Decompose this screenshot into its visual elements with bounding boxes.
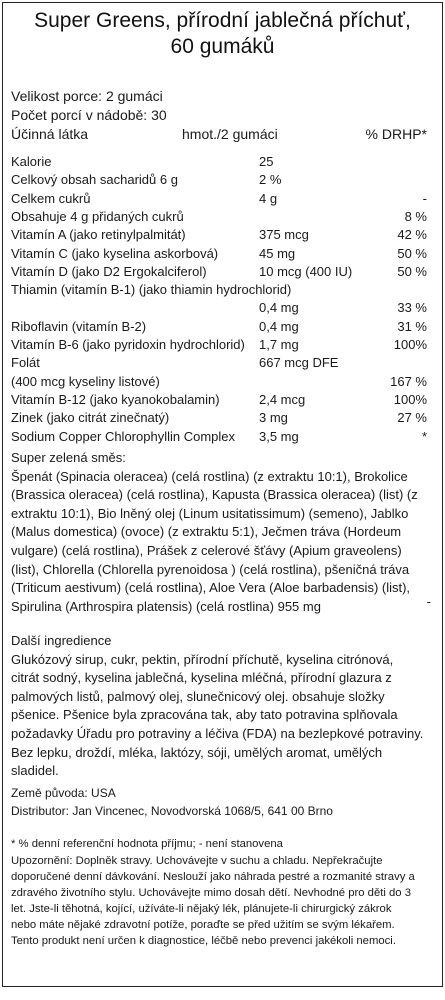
row-drhp: 33 % <box>397 300 427 316</box>
greens-line: (Malus domestica) (ovoce) (z extraktu 5:1), Ječmen tráva (Hordeum <box>11 524 402 540</box>
other-line: Glukózový sirup, cukr, pektin, přírodní příchutě, kyselina citrónová, <box>11 651 394 667</box>
greens-blend <box>11 449 436 616</box>
row-ingredient: Celkový obsah sacharidů 6 g <box>11 172 178 188</box>
product-title <box>0 8 445 60</box>
greens-heading: Super zelená směs: <box>11 450 126 465</box>
greens-dash: - <box>426 594 431 609</box>
other-text <box>11 651 436 781</box>
row-drhp: 50 % <box>397 263 427 279</box>
warning-line: zdravého životního stylu. Uchovávejte mimo dosah dětí. Nevhodné pro děti do 3 <box>11 887 412 900</box>
row-ingredient: Sodium Copper Chlorophyllin Complex <box>11 428 235 444</box>
row-amount: 3,5 mg <box>259 428 299 444</box>
row-amount: 667 mcg DFE <box>259 355 339 371</box>
row-ingredient: Vitamín B-12 (jako kyanokobalamin) <box>11 391 220 407</box>
greens-line: (Triticum aestivum) (celá rostlina), Aloe Vera (Aloe barbadensis) (list), <box>11 580 411 596</box>
table-row <box>11 391 431 409</box>
greens-line: vulgare) (celá rostlina), Prášek z celerové šťávy (Apium graveolens) <box>11 542 402 558</box>
other-line: požadavky Úřadu pro potraviny a léčiva (FDA) na bezlepkové potraviny. <box>11 725 424 741</box>
table-header <box>11 125 431 143</box>
row-amount: 45 mg <box>259 245 296 261</box>
other-line: Bez lepku, droždí, mléka, laktózy, sóji, umělých aromat, umělých <box>11 744 383 760</box>
row-amount: 10 mcg (400 IU) <box>259 263 353 279</box>
row-ingredient: Obsahuje 4 g přidaných cukrů <box>11 208 184 224</box>
row-drhp: 100% <box>393 337 427 352</box>
row-drhp: 8 % <box>404 208 427 224</box>
row-ingredient: Vitamín A (jako retinylpalmitát) <box>11 227 186 243</box>
table-row <box>11 153 431 171</box>
row-amount: 2,4 mcg <box>259 391 306 407</box>
warning-line: doporučené denní dávkování. Neslouží jako náhrada pestré a rozmanité stravy a <box>11 871 415 884</box>
row-drhp: * <box>421 428 427 444</box>
row-amount: 0,4 mg <box>259 318 299 334</box>
row-drhp: - <box>422 190 427 206</box>
greens-line: Špenát (Spinacia oleracea) (celá rostlina) (z extraktu 10:1), Brokolice <box>11 468 408 484</box>
warning-line: nebo máte nějaké zdravotní potíže, poraďte se před užitím se svým lékařem. <box>11 919 395 932</box>
row-drhp: 42 % <box>397 227 427 243</box>
other-line: sladidel. <box>11 763 59 779</box>
table-row <box>11 263 431 281</box>
table-row <box>11 336 431 354</box>
row-drhp: 100% <box>393 391 427 407</box>
other-line: citrát sodný, kyselina jablečná, kyselina mléčná, přírodní glazura z <box>11 670 392 686</box>
country-of-origin: Země původa: USA <box>11 786 116 800</box>
greens-line: (Brassica oleracea) (celá rostlina), Kapusta (Brassica oleracea) (list) (z <box>11 487 418 503</box>
row-ingredient: Vitamín C (jako kyselina askorbová) <box>11 245 219 261</box>
row-drhp: 167 % <box>390 373 427 389</box>
table-row <box>11 354 431 372</box>
row-ingredient: Vitamín D (jako D2 Ergokalciferol) <box>11 263 207 279</box>
row-drhp: 31 % <box>397 318 427 334</box>
footnote: * % denní referenční hodnota příjmu; - není stanovena <box>11 838 283 850</box>
table-row <box>11 245 431 263</box>
table-row <box>11 281 431 299</box>
row-amount: 2 % <box>259 172 282 188</box>
other-ingredients <box>11 632 436 781</box>
row-amount: 3 mg <box>259 410 288 426</box>
header-amount: hmot./2 gumáci <box>182 126 278 142</box>
row-ingredient: Zinek (jako citrát zinečnatý) <box>11 410 170 426</box>
table-row <box>11 171 431 189</box>
row-amount: 4 g <box>259 190 278 206</box>
distributor: Distributor: Jan Vincenec, Novodvorská 1068/5, 641 00 Brno <box>11 804 333 818</box>
row-drhp: 50 % <box>397 245 427 261</box>
serving-size: Velikost porce: 2 gumáci <box>11 88 163 104</box>
row-ingredient: Folát <box>11 355 40 371</box>
table-row <box>11 409 431 427</box>
title-line-2: 60 gumáků <box>170 35 275 58</box>
greens-text <box>11 468 436 617</box>
row-ingredient: Thiamin (vitamín B-1) (jako thiamin hydrochlorid) <box>11 282 292 298</box>
row-amount: 25 <box>259 154 274 169</box>
other-line: palmových listů, palmový olej, slunečnicový olej. obsahuje složky <box>11 688 385 704</box>
table-row <box>11 299 431 317</box>
table-row <box>11 373 431 391</box>
greens-line: (list), Chlorella (Chlorella pyrenoidosa ) (celá rostlina), pšeničná tráva <box>11 561 410 577</box>
row-ingredient: Celkem cukrů <box>11 190 91 206</box>
table-row <box>11 226 431 244</box>
table-row <box>11 428 431 446</box>
origin-info <box>11 784 436 820</box>
servings-per-pack: Počet porcí v nádobě: 30 <box>11 107 167 123</box>
row-amount: 375 mcg <box>259 227 309 243</box>
row-amount: 1,7 mg <box>259 337 299 352</box>
other-heading: Další ingredience <box>11 633 112 648</box>
header-drhp: % DRHP* <box>365 126 427 142</box>
table-row <box>11 318 431 336</box>
row-ingredient: Kalorie <box>11 154 52 169</box>
warning-line: Tento produkt není určen k diagnostice, léčbě nebo prevenci jakékoli nemoci. <box>11 935 396 948</box>
row-ingredient: Riboflavin (vitamín B-2) <box>11 318 147 334</box>
warning-line: let. Jste-li těhotná, kojící, užíváte-li nějaký lék, plánujete-li chirurgický zákrok <box>11 903 392 916</box>
other-line: pšenice. Pšenice byla zpracována tak, aby tato potravina splňovala <box>11 707 398 723</box>
table-row <box>11 190 431 208</box>
header-ingredient: Účinná látka <box>11 126 89 142</box>
title-line-1: Super Greens, přírodní jablečná příchuť, <box>34 9 411 32</box>
table-row <box>11 208 431 226</box>
row-drhp: 27 % <box>397 410 427 426</box>
greens-line: Spirulina (Arthrospira platensis) (celá rostlina) 955 mg <box>11 598 321 614</box>
greens-line: extraktu 10:1), Bio lněný olej (Linum usitatissimum) (semeno), Jablko <box>11 505 409 521</box>
warning-text <box>11 853 439 950</box>
row-ingredient: (400 mcg kyseliny listové) <box>11 373 160 389</box>
row-ingredient: Vitamín B-6 (jako pyridoxin hydrochlorid) <box>11 337 245 352</box>
row-amount: 0,4 mg <box>259 300 299 316</box>
warning-line: Upozornění: Doplněk stravy. Uchovávejte v suchu a chladu. Nepřekračujte <box>11 855 383 867</box>
